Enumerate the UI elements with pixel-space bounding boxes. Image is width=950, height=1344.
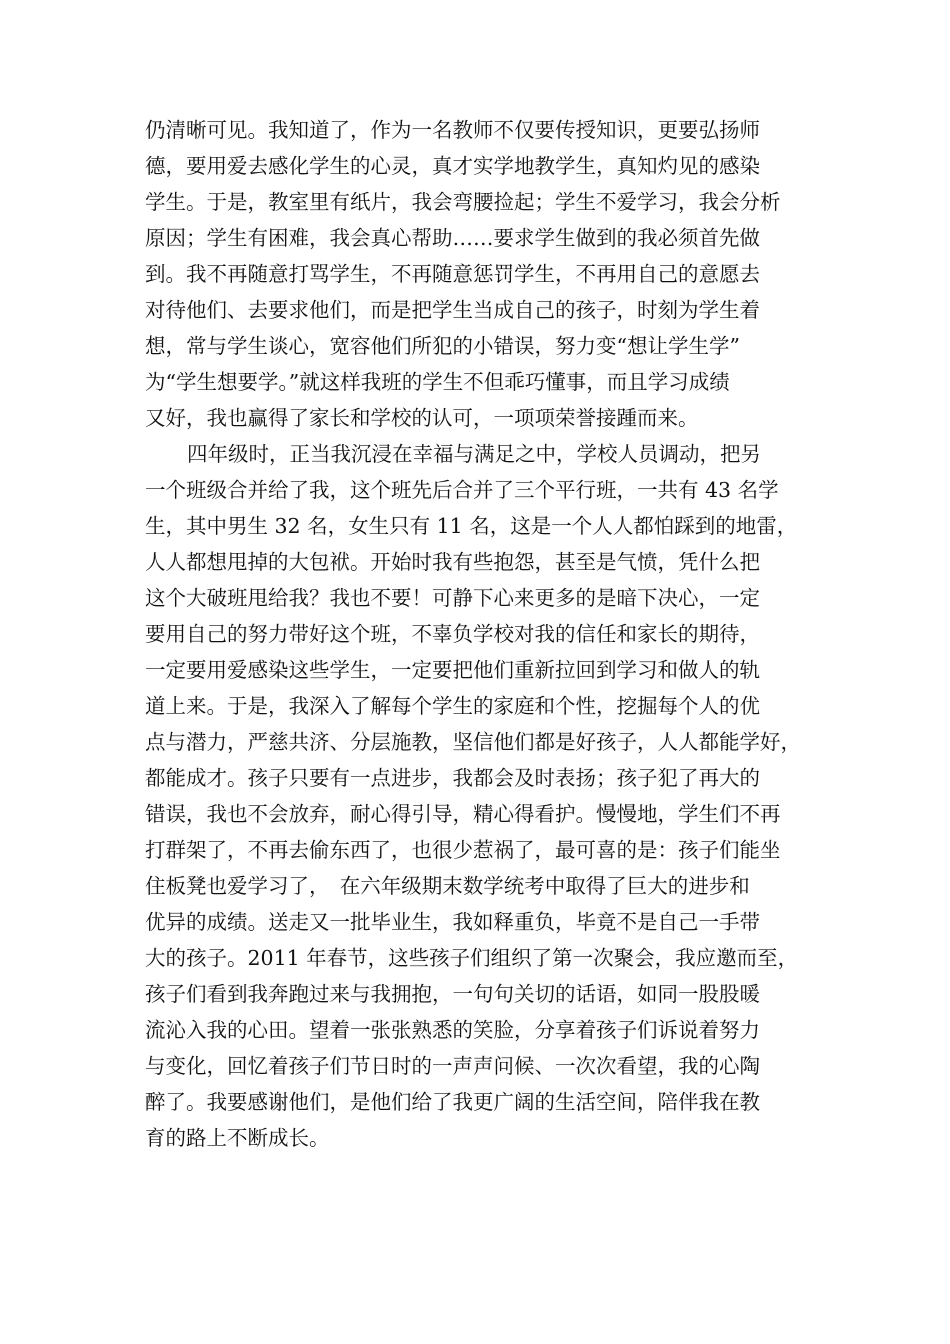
text-line: 这个大破班甩给我？我也不要！可静下心来更多的是暗下决心，一定 (145, 586, 760, 610)
text-line: 打群架了，不再去偷东西了，也很少惹祸了，最可喜的是：孩子们能坐 (145, 838, 781, 862)
text-line: 德，要用爱去感化学生的心灵，真才实学地教学生，真知灼见的感染 (145, 154, 760, 178)
text-line: 一个班级合并给了我，这个班先后合并了三个平行班，一共有 43 名学 (145, 478, 779, 502)
text-line: 一定要用爱感染这些学生，一定要把他们重新拉回到学习和做人的轨 (145, 658, 760, 682)
text-line: 生，其中男生 32 名，女生只有 11 名，这是一个人人都怕踩到的地雷， (145, 514, 798, 538)
text-line: 要用自己的努力带好这个班，不辜负学校对我的信任和家长的期待， (145, 622, 760, 646)
text-line: 想，常与学生谈心，宽容他们所犯的小错误，努力变“想让学生学” (145, 334, 740, 358)
text-line: 道上来。于是，我深入了解每个学生的家庭和个性，挖掘每个人的优 (145, 694, 760, 718)
body-text (145, 112, 810, 1156)
text-line: 为“学生想要学。”就这样我班的学生不但乖巧懂事，而且学习成绩 (145, 370, 730, 394)
text-line: 到。我不再随意打骂学生，不再随意惩罚学生，不再用自己的意愿去 (145, 262, 760, 286)
text-line: 孩子们看到我奔跑过来与我拥抱，一句句关切的话语，如同一股股暖 (145, 982, 760, 1006)
text-line: 育的路上不断成长。 (145, 1126, 330, 1150)
text-line: 醉了。我要感谢他们，是他们给了我更广阔的生活空间，陪伴我在教 (145, 1090, 760, 1114)
text-line: 人人都想甩掉的大包袱。开始时我有些抱怨，甚至是气愤，凭什么把 (145, 550, 760, 574)
text-line: 错误，我也不会放弃，耐心得引导，精心得看护。慢慢地，学生们不再 (145, 802, 781, 826)
text-line: 学生。于是，教室里有纸片，我会弯腰捡起；学生不爱学习，我会分析 (145, 190, 781, 214)
text-line: 大的孩子。2011 年春节，这些孩子们组织了第一次聚会，我应邀而至， (145, 946, 799, 970)
text-line: 都能成才。孩子只要有一点进步，我都会及时表扬；孩子犯了再大的 (145, 766, 760, 790)
text-line: 流沁入我的心田。望着一张张熟悉的笑脸，分享着孩子们诉说着努力 (145, 1018, 760, 1042)
text-line: 与变化，回忆着孩子们节日时的一声声问候、一次次看望，我的心陶 (145, 1054, 760, 1078)
paragraph-1 (145, 112, 810, 436)
text-line: 四年级时，正当我沉浸在幸福与满足之中，学校人员调动，把另 (187, 442, 761, 466)
text-line: 仍清晰可见。我知道了，作为一名教师不仅要传授知识，更要弘扬师 (145, 118, 760, 142)
text-line: 对待他们、去要求他们，而是把学生当成自己的孩子，时刻为学生着 (145, 298, 760, 322)
text-line: 又好，我也赢得了家长和学校的认可，一项项荣誉接踵而来。 (145, 406, 699, 430)
text-line: 点与潜力，严慈共济、分层施教，坚信他们都是好孩子，人人都能学好， (145, 730, 801, 754)
text-line: 优异的成绩。送走又一批毕业生，我如释重负，毕竟不是自己一手带 (145, 910, 760, 934)
text-line: 住板凳也爱学习了， 在六年级期末数学统考中取得了巨大的进步和 (145, 874, 750, 898)
paragraph-2 (145, 436, 810, 1156)
text-line: 原因；学生有困难，我会真心帮助……要求学生做到的我必须首先做 (145, 226, 760, 250)
